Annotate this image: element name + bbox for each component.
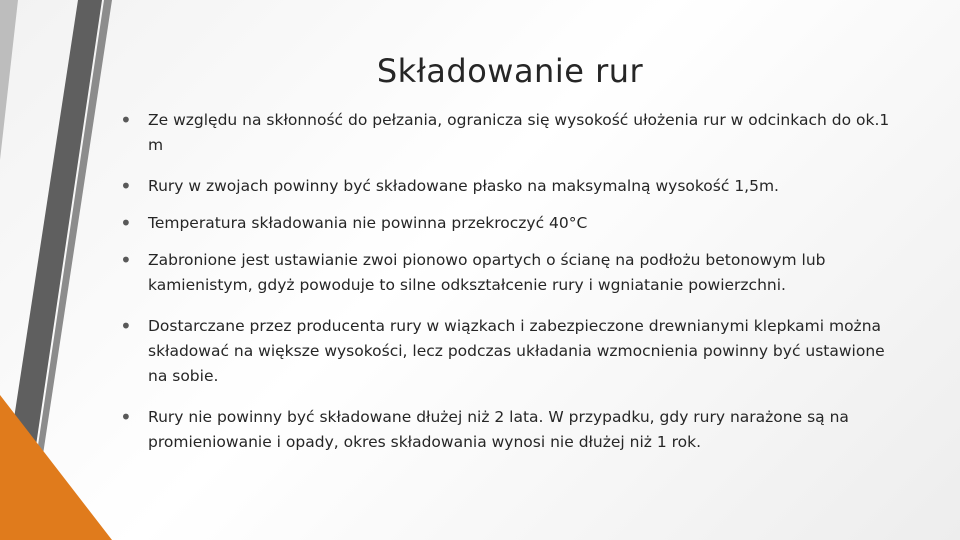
bullet-item — [118, 405, 908, 455]
bullet-list — [118, 108, 908, 455]
bullet-dot-icon: • — [120, 314, 132, 338]
bullet-item — [118, 108, 908, 158]
bullet-text: Rury w zwojach powinny być składowane płasko na maksymalną wysokość 1,5m. — [148, 177, 779, 195]
bullet-item — [118, 211, 908, 236]
bullet-item — [118, 314, 908, 389]
bullet-dot-icon: • — [120, 248, 132, 272]
bullet-text: Temperatura składowania nie powinna przekroczyć 40°C — [148, 214, 588, 232]
bullet-item — [118, 174, 908, 199]
bullet-dot-icon: • — [120, 211, 132, 235]
bullet-text: Rury nie powinny być składowane dłużej niż 2 lata. W przypadku, gdy rury narażone są na promieniowanie i opady, okres składowania wynosi nie dłużej niż 1 rok. — [148, 408, 849, 451]
bullet-dot-icon: • — [120, 405, 132, 429]
bullet-text: Dostarczane przez producenta rury w wiązkach i zabezpieczone drewnianymi klepkami można składować na większe wysokości, lecz podczas układania wzmocnienia powinny być ustawione na sobie. — [148, 317, 885, 385]
bullet-text: Ze względu na skłonność do pełzania, ogranicza się wysokość ułożenia rur w odcinkach do ok.1 m — [148, 111, 890, 154]
bullet-dot-icon: • — [120, 174, 132, 198]
slide-title: Składowanie rur — [376, 52, 644, 90]
orange-stripe — [0, 395, 112, 540]
gray-stripe-light — [0, 0, 18, 160]
bullet-dot-icon: • — [120, 108, 132, 132]
bullet-text: Zabronione jest ustawianie zwoi pionowo opartych o ścianę na podłożu betonowym lub kamienistym, gdyż powoduje to silne odkształcenie rury i wgniatanie powierzchni. — [148, 251, 826, 294]
bullet-item — [118, 248, 908, 298]
